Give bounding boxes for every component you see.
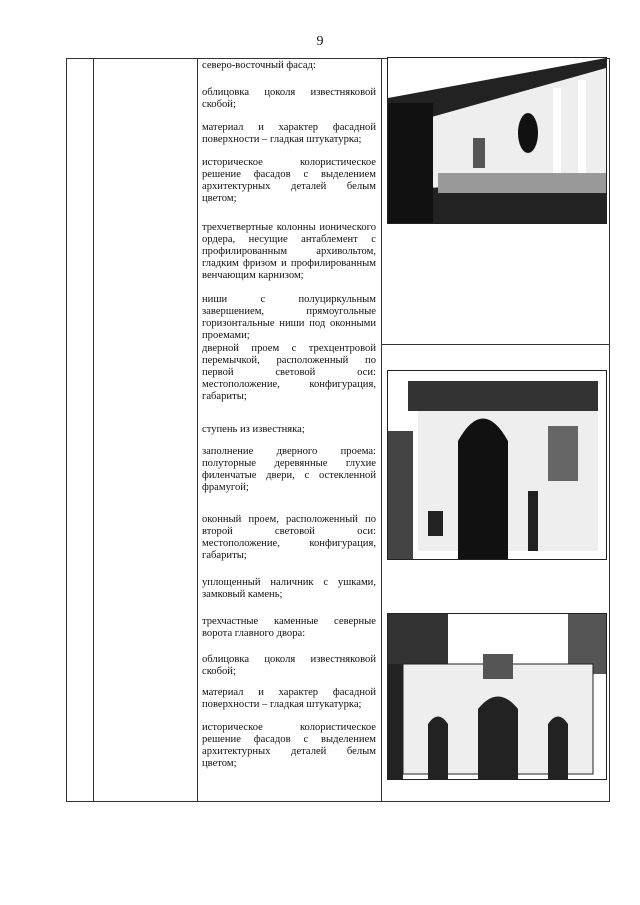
description-item: северо-восточный фасад: xyxy=(202,60,316,71)
description-item: историческое колористическое решение фасадов с выделением архитектурных деталей белым цветом; xyxy=(202,157,376,204)
description-item: дверной проем с трехцентровой перемычкой, расположенный по первой световой оси: местоположение, конфигурация, габариты; xyxy=(202,343,376,402)
photo-door-opening xyxy=(387,370,607,560)
description-item: материал и характер фасадной поверхности – гладкая штукатурка; xyxy=(202,122,376,145)
description-item: историческое колористическое решение фасадов с выделением архитектурных деталей белым цветом; xyxy=(202,722,376,769)
description-item: оконный проем, расположенный по второй световой оси: местоположение, конфигурация, габариты; xyxy=(202,514,376,561)
description-item: трехчетвертные колонны ионического ордера, несущие антаблемент с профилированным архивольтом, гладким фризом и профилированным венчающим карнизом; xyxy=(202,222,376,281)
description-item: материал и характер фасадной поверхности – гладкая штукатурка; xyxy=(202,687,376,710)
table-right-border xyxy=(609,58,610,802)
description-item: ниши с полуциркульным завершением, прямоугольные горизонтальные ниши под оконными проемами; xyxy=(202,294,376,341)
description-item: облицовка цоколя известняковой скобой; xyxy=(202,654,376,677)
photo-northeast-facade xyxy=(387,57,607,224)
description-item: облицовка цоколя известняковой скобой; xyxy=(202,87,376,110)
photo-divider xyxy=(381,344,609,345)
table-left-border xyxy=(66,58,67,802)
description-item: заполнение дверного проема: полуторные деревянные глухие филенчатые двери, с остекленной фрамугой; xyxy=(202,446,376,493)
column-divider-3 xyxy=(381,58,382,802)
table-bottom-border xyxy=(66,801,609,802)
description-item: уплощенный наличник с ушками, замковый камень; xyxy=(202,577,376,600)
description-item: трехчастные каменные северные ворота главного двора: xyxy=(202,616,376,639)
column-divider-2 xyxy=(197,58,198,802)
photo-north-gates xyxy=(387,613,607,780)
column-divider-1 xyxy=(93,58,94,802)
description-item: ступень из известняка; xyxy=(202,424,305,435)
page-number: 9 xyxy=(316,34,324,49)
